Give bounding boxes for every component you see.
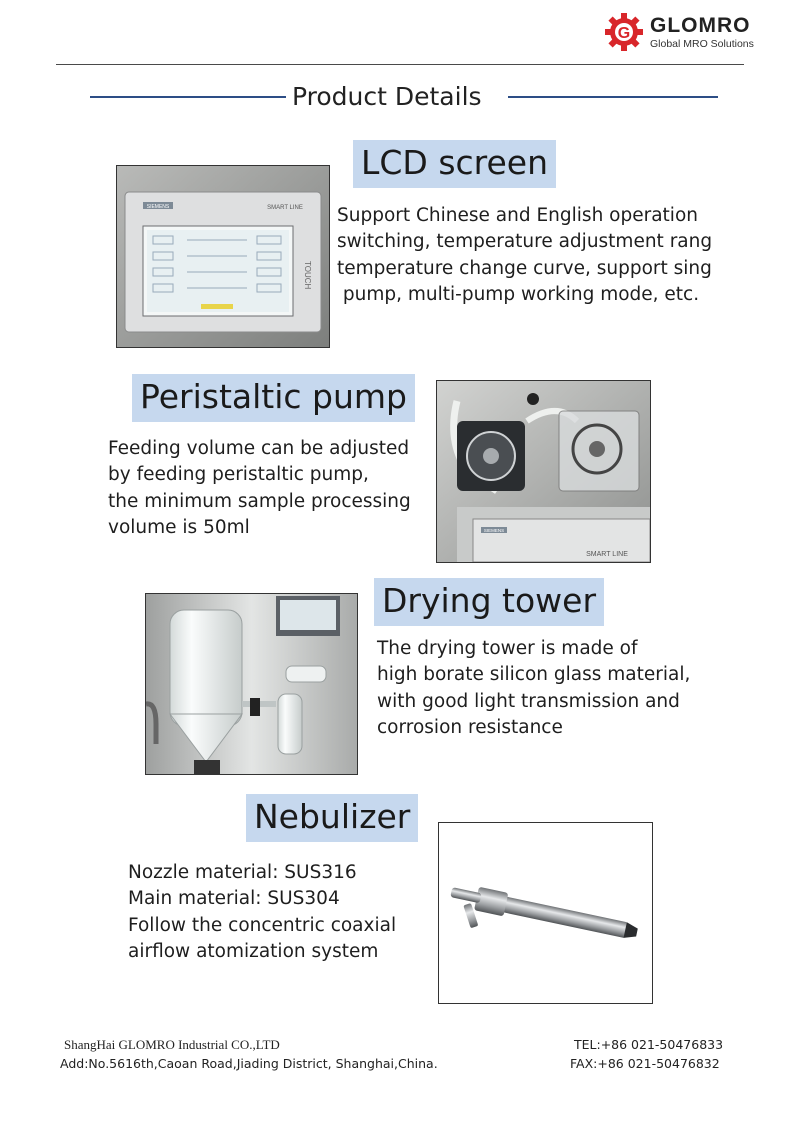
drying-tower-line-1: The drying tower is made of bbox=[377, 638, 638, 659]
pump-label-smart-line: SMART LINE bbox=[586, 551, 628, 558]
page-title: Product Details bbox=[292, 82, 482, 111]
lcd-label-smart-line: SMART LINE bbox=[267, 205, 303, 211]
glomro-logo-gear-icon bbox=[604, 12, 644, 52]
drying-tower-line-3: with good light transmission and bbox=[377, 691, 680, 712]
nebulizer-heading: Nebulizer bbox=[246, 794, 418, 842]
nebulizer-line-1: Nozzle material: SUS316 bbox=[128, 862, 357, 883]
pump-label-siemens: SIEMENS bbox=[483, 528, 505, 533]
footer-company: ShangHai GLOMRO Industrial CO.,LTD bbox=[64, 1037, 280, 1052]
nebulizer-line-2: Main material: SUS304 bbox=[128, 888, 340, 909]
lcd-screen-heading: LCD screen bbox=[353, 140, 556, 188]
logo-letter: G bbox=[617, 25, 631, 42]
brand-tagline: Global MRO Solutions bbox=[650, 38, 754, 50]
drying-tower-line-2: high borate silicon glass material, bbox=[377, 664, 691, 685]
lcd-screen-line-1: Support Chinese and English operation bbox=[337, 205, 698, 226]
lcd-screen-photo bbox=[116, 165, 330, 348]
brand-name: GLOMRO bbox=[650, 14, 751, 37]
lcd-screen-line-3: temperature change curve, support sing bbox=[337, 258, 712, 279]
footer-address: Add:No.5616th,Caoan Road,Jiading District, Shanghai,China. bbox=[60, 1056, 438, 1071]
lcd-screen-line-4: pump, multi-pump working mode, etc. bbox=[337, 284, 700, 305]
peristaltic-pump-photo bbox=[436, 380, 651, 563]
peristaltic-pump-line-3: the minimum sample processing bbox=[108, 491, 411, 512]
lcd-label-siemens: SIEMENS bbox=[146, 204, 170, 210]
peristaltic-pump-line-1: Feeding volume can be adjusted bbox=[108, 438, 410, 459]
header-divider bbox=[56, 64, 744, 65]
drying-tower-heading: Drying tower bbox=[374, 578, 604, 626]
nebulizer-line-3: Follow the concentric coaxial bbox=[128, 915, 397, 936]
title-rule-right bbox=[508, 96, 718, 98]
peristaltic-pump-line-2: by feeding peristaltic pump, bbox=[108, 464, 369, 485]
title-rule-left bbox=[90, 96, 286, 98]
peristaltic-pump-line-4: volume is 50ml bbox=[108, 517, 250, 538]
lcd-screen-line-2: switching, temperature adjustment rang bbox=[337, 231, 713, 252]
footer-tel: TEL:+86 021-50476833 bbox=[574, 1037, 724, 1052]
drying-tower-photo bbox=[145, 593, 358, 775]
peristaltic-pump-heading: Peristaltic pump bbox=[132, 374, 415, 422]
lcd-label-touch: TOUCH bbox=[303, 261, 312, 290]
footer-fax: FAX:+86 021-50476832 bbox=[570, 1056, 720, 1071]
nebulizer-photo bbox=[438, 822, 653, 1004]
drying-tower-line-4: corrosion resistance bbox=[377, 717, 563, 738]
nebulizer-line-4: airflow atomization system bbox=[128, 941, 379, 962]
